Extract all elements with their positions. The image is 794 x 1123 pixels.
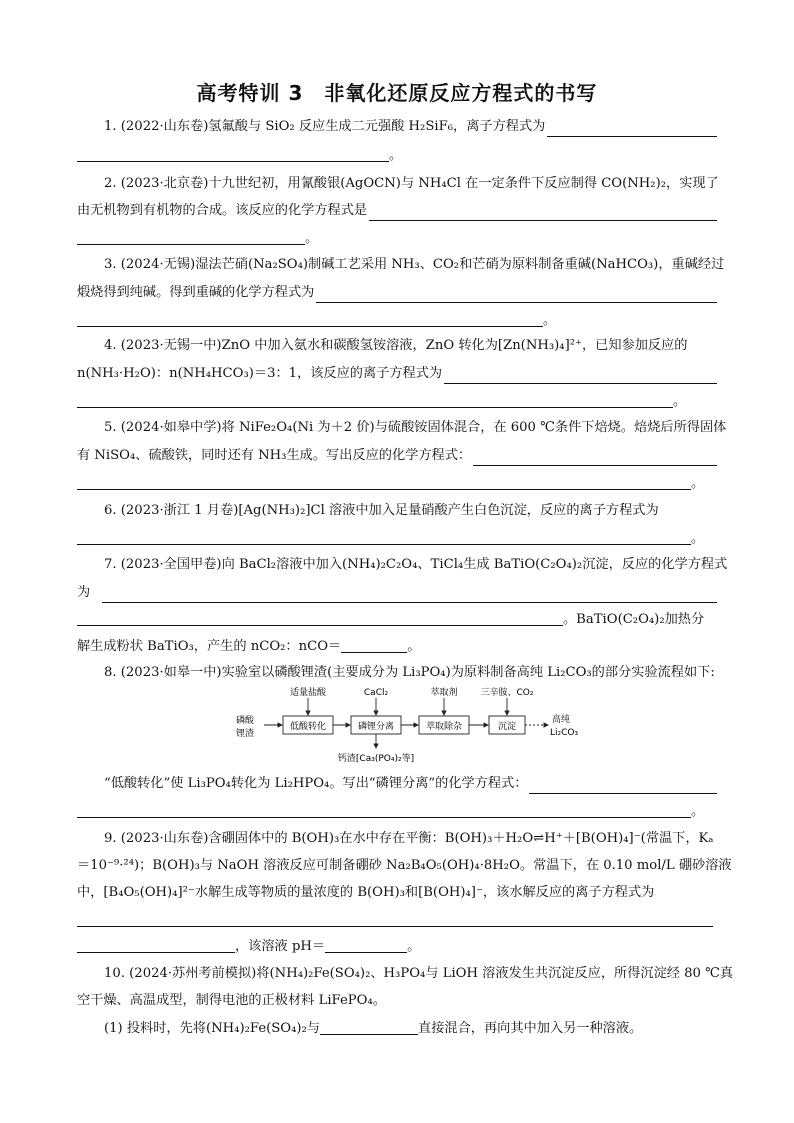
process-flow-diagram	[230, 684, 590, 770]
flow-reagent-label: 萃取剂	[430, 688, 458, 698]
q2-line2: 由无机物到有机物的合成。该反应的化学方程式是	[77, 201, 717, 221]
q9-line2: ＝10⁻⁹·²⁴)；B(OH)₃与 NaOH 溶液反应可制备硼砂 Na₂B₄O₅(OH)₄·8H₂O。常温下，在 0.10 mol/L 硼砂溶液	[77, 858, 732, 873]
q7-line1: 7. (2023·全国甲卷)向 BaCl₂溶液中加入(NH₄)₂C₂O₄、TiCl₄生成 BaTiO(C₂O₄)₂沉淀，反应的化学方程式	[104, 557, 728, 572]
q9-line4	[77, 911, 717, 931]
q10-line1: 10. (2024·苏州考前模拟)将(NH₄)₂Fe(SO₄)₂、H₃PO₄与 LiOH 溶液发生共沉淀反应，所得沉淀经 80 ℃真	[104, 966, 734, 981]
q1-line1: 1. (2022·山东卷)氢氟酸与 SiO₂ 反应生成二元强酸 H₂SiF₆，离子方程式为	[104, 117, 717, 137]
q4-line3: 。	[77, 392, 717, 412]
flow-step-label: 萃取除杂	[425, 722, 463, 732]
q7-line4: 解生成粉状 BaTiO₃，产生的 nCO₂：nCO＝ 。	[77, 639, 421, 654]
answer-blank[interactable]	[320, 1020, 418, 1035]
q2-line1: 2. (2023·北京卷)十九世纪初，用氰酸银(AgOCN)与 NH₄Cl 在一定条件下反应制得 CO(NH₂)₂，实现了	[104, 176, 719, 191]
q7-line2: 为	[77, 583, 717, 603]
flow-input-line2: 锂渣	[236, 729, 255, 739]
q3-line3: 。	[77, 311, 717, 331]
q3-line1: 3. (2024·无锡)湿法芒硝(Na₂SO₄)制碱工艺采用 NH₃、CO₂和芒硝为原料制备重碱(NaHCO₃)，重碱经过	[104, 257, 725, 272]
flow-step-label: 低酸转化	[289, 722, 327, 732]
answer-blank[interactable]	[316, 287, 717, 303]
answer-blank[interactable]	[77, 912, 713, 927]
answer-blank[interactable]	[77, 530, 691, 545]
answer-blank[interactable]	[547, 121, 717, 137]
q5-line1: 5. (2024·如皋中学)将 NiFe₂O₄(Ni 为＋2 价)与硫酸铵固体混合，在 600 ℃条件下焙烧。焙烧后所得固体	[104, 420, 727, 435]
flow-step-label: 沉淀	[497, 722, 517, 732]
answer-blank[interactable]	[77, 803, 691, 818]
answer-blank[interactable]	[341, 638, 407, 653]
q5-line3: 。	[77, 474, 717, 494]
q9-line3: 中，[B₄O₅(OH)₄]²⁻水解生成等物质的量浓度的 B(OH)₃和[B(OH)₄]⁻，该水解反应的离子方程式为	[77, 885, 655, 900]
q2-line3: 。	[77, 229, 717, 249]
q6-line1: 6. (2023·浙江 1 月卷)[Ag(NH₃)₂]Cl 溶液中加入足量硝酸产生白色沉淀，反应的离子方程式为	[104, 503, 659, 518]
q1-line2: 。	[77, 146, 717, 166]
answer-blank[interactable]	[325, 938, 407, 953]
answer-blank[interactable]	[77, 230, 305, 245]
q4-line1: 4. (2023·无锡一中)ZnO 中加入氨水和碳酸氢铵溶液，ZnO 转化为[Zn(NH₃)₄]²⁺，已知参加反应的	[104, 338, 688, 353]
answer-blank[interactable]	[473, 450, 717, 466]
q7-line3: 。BaTiO(C₂O₄)₂加热分	[77, 610, 717, 630]
answer-blank[interactable]	[77, 475, 691, 490]
q8-line1: 8. (2023·如皋一中)实验室以磷酸锂渣(主要成分为 Li₃PO₄)为原料制备高纯 Li₂CO₃的部分实验流程如下:	[104, 665, 715, 680]
q3-line2: 煅烧得到纯碱。得到重碱的化学方程式为	[77, 283, 717, 303]
flow-output-line2: Li₂CO₃	[550, 728, 579, 738]
answer-blank[interactable]	[77, 611, 563, 626]
page-title: 高考特训 3 非氧化还原反应方程式的书写	[196, 81, 598, 105]
answer-blank[interactable]	[369, 205, 717, 221]
q5-line2: 有 NiSO₄、硫酸铁，同时还有 NH₃生成。写出反应的化学方程式：	[77, 446, 717, 466]
answer-blank[interactable]	[444, 368, 717, 384]
q9-line5: ，该溶液 pH＝ 。	[77, 937, 717, 957]
flow-reagent-label: 适量盐酸	[289, 688, 327, 698]
answer-blank[interactable]	[77, 393, 673, 408]
flow-reagent-label: CaCl₂	[363, 688, 389, 698]
flow-output-line1: 高纯	[552, 715, 571, 725]
q9-line1: 9. (2023·山东卷)含硼固体中的 B(OH)₃在水中存在平衡：B(OH)₃＋H₂O⇌H⁺＋[B(OH)₄]⁻(常温下，Kₐ	[104, 831, 714, 846]
answer-blank[interactable]	[77, 147, 389, 162]
q10-sub1: (1) 投料时，先将(NH₄)₂Fe(SO₄)₂与 直接混合，再向其中加入另一种溶液。	[104, 1021, 643, 1036]
q4-line2: n(NH₃·H₂O)：n(NH₄HCO₃)＝3：1，该反应的离子方程式为	[77, 364, 717, 384]
answer-blank[interactable]	[529, 778, 717, 794]
flow-input-line1: 磷酸	[236, 716, 255, 726]
flow-step-label: 磷锂分离	[357, 722, 395, 732]
answer-blank[interactable]	[102, 587, 717, 603]
q8-line3: 。	[77, 802, 717, 822]
q10-line2: 空干燥、高温成型，制得电池的正极材料 LiFePO₄。	[77, 993, 386, 1008]
answer-blank[interactable]	[77, 312, 543, 327]
flow-byproduct-label: 钙渣[Ca₃(PO₄)₂等]	[337, 754, 415, 764]
answer-blank[interactable]	[77, 938, 235, 953]
flow-reagent-label: 三辛胺、CO₂	[480, 688, 534, 698]
q6-line2: 。	[77, 529, 717, 549]
q8-question: “低酸转化”使 Li₃PO₄转化为 Li₂HPO₄。写出“磷锂分离”的化学方程式：	[104, 774, 717, 794]
